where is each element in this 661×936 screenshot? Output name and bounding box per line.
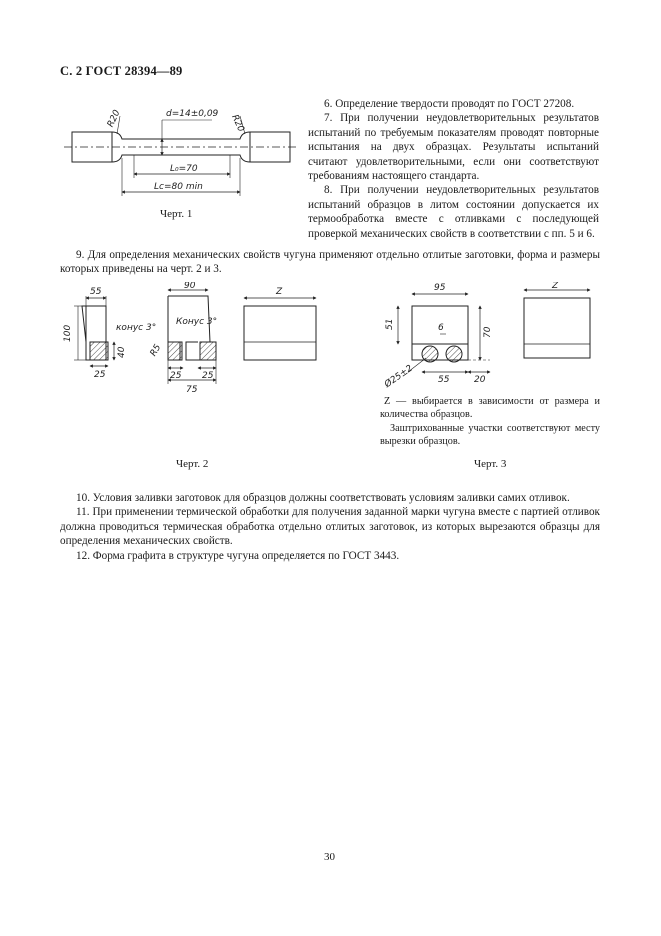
fig2-width-55: 55: [90, 287, 102, 297]
fig2-cone-2: Конус 3°: [176, 317, 218, 327]
fig3-width-6: 6: [438, 323, 444, 333]
fig2-width-75: 75: [186, 385, 198, 395]
paragraph-7: 7. При получении неудовлетворительных результатов испытаний по требуемым показателям проводят повторные испытания на двух образцах. Результаты испытаний считают удовлетворительными, если они соответствуют требованиям настоящего стандарта.: [308, 112, 599, 183]
figure-1-specimen-drawing: [62, 96, 302, 206]
paragraph-9-block: [60, 248, 600, 277]
paragraph-10: 10. Условия заливки заготовок для образцов должны соответствовать условиям заливки самих отливок.: [76, 492, 570, 504]
page-header: С. 2 ГОСТ 28394—89: [60, 64, 183, 78]
fig2-width-25a: 25: [94, 370, 106, 380]
fig2-z-label: Z: [276, 287, 283, 297]
paragraph-8: 8. При получении неудовлетворительных результатов испытаний образцов в литом состоянии допускается их термообработка вместе с отливками с последующей проверкой механических свойств в соответствии с пп. 5 и 6.: [308, 184, 599, 240]
paragraph-6: 6. Определение твердости проводят по ГОСТ 27208.: [324, 98, 575, 110]
fig2-height-40: 40: [117, 346, 127, 358]
fig1-radius-right-label: R20: [229, 113, 246, 134]
fig3-width-95: 95: [434, 283, 446, 293]
fig3-height-51: 51: [385, 318, 395, 330]
page-number: 30: [324, 851, 335, 863]
fig2-width-25c: 25: [202, 371, 214, 381]
fig2-cone-1: конус 3°: [116, 323, 157, 333]
right-column-text: [308, 97, 599, 241]
fig1-l0-label: L₀=70: [170, 164, 198, 174]
paragraph-11: 11. При применении термической обработки для получения заданной марки чугуна вместе с партией отливок должна проводиться термическая обработка отдельно отлитых заготовок, из которых вырезаются образцы для определения механических свойств.: [60, 506, 600, 548]
bottom-text: [60, 491, 600, 563]
figure-3-drawing: [378, 282, 608, 394]
fig3-width-55: 55: [438, 375, 450, 385]
fig3-z-label: Z: [552, 282, 559, 291]
fig3-diameter: Ø25±2: [383, 363, 415, 391]
figure-2-caption: Черт. 2: [176, 458, 209, 470]
figure-3-caption: Черт. 3: [474, 458, 507, 470]
fig3-note-z: Z — выбирается в зависимости от размера и количества образцов.: [380, 396, 600, 420]
fig2-width-25b: 25: [170, 371, 182, 381]
fig1-radius-left-label: R20: [105, 108, 123, 129]
paragraph-12: 12. Форма графита в структуре чугуна определяется по ГОСТ 3443.: [76, 549, 400, 562]
fig1-diameter-label: d=14±0,09: [166, 109, 219, 119]
paragraph-9: 9. Для определения механических свойств чугуна применяют отдельно отлитые заготовки, форма и размеры которых приведены на черт. 2 и 3.: [60, 249, 600, 276]
fig3-note-hatched: Заштрихованные участки соответствуют месту вырезки образцов.: [380, 423, 600, 447]
fig3-width-20: 20: [474, 375, 486, 385]
fig2-radius-5: R5: [148, 342, 164, 359]
figure-3-notes: [380, 396, 600, 448]
fig1-lc-label: Lc=80 min: [154, 182, 203, 192]
fig2-width-90: 90: [184, 282, 196, 291]
fig3-height-70: 70: [483, 326, 493, 338]
fig2-height-100: 100: [63, 324, 73, 342]
figure-1-caption: Черт. 1: [160, 208, 193, 220]
figure-2-drawing: [58, 282, 328, 407]
